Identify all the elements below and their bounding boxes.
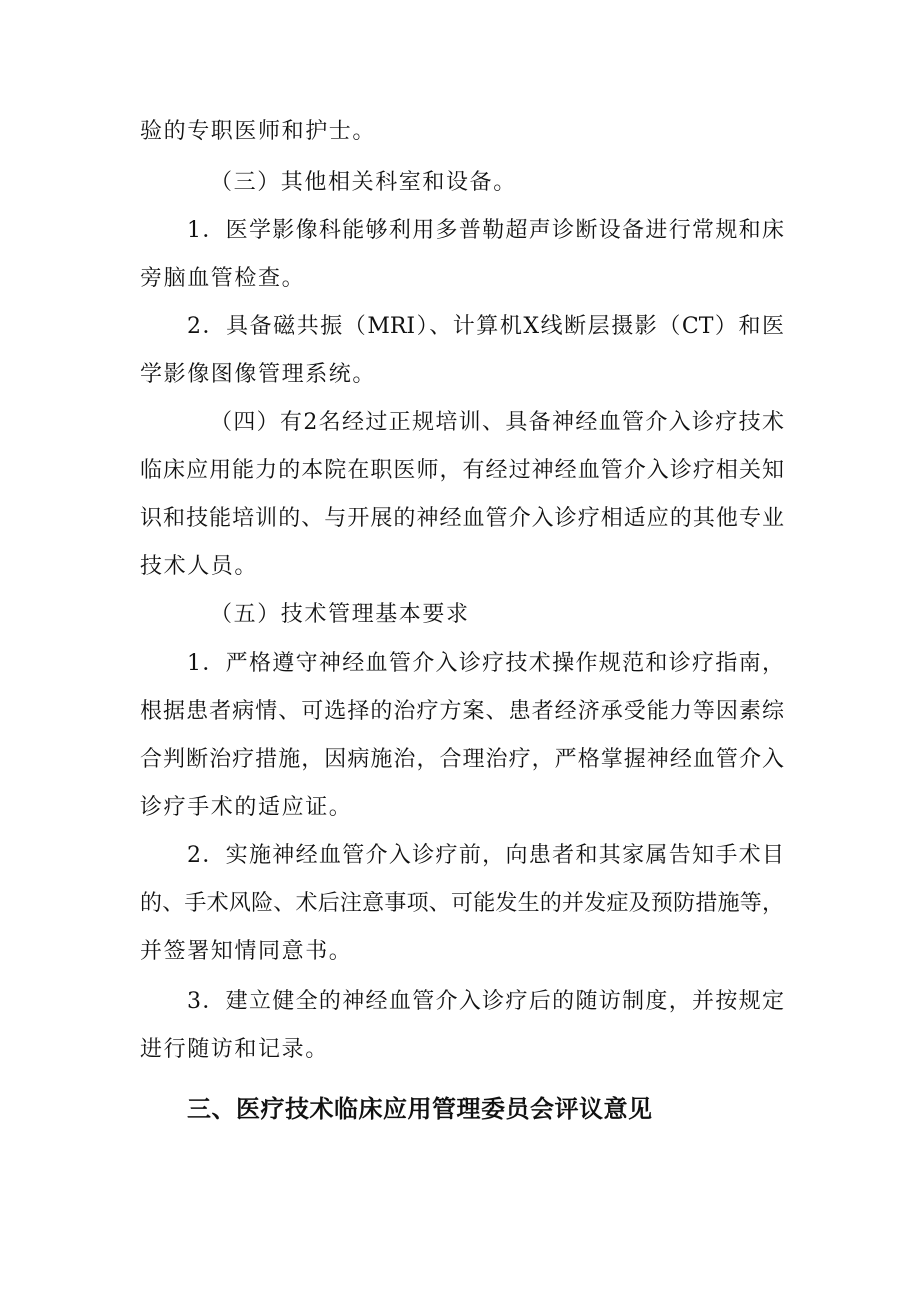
subsection-heading: （三）其他相关科室和设备。 [210, 170, 517, 195]
text-line: 1．医学影像科能够利用多普勒超声诊断设备进行常规和床 [187, 218, 784, 243]
text-line: 的、手术风险、术后注意事项、可能发生的并发症及预防措施等， [140, 891, 784, 916]
text-line: 合判断治疗措施，因病施治，合理治疗，严格掌握神经血管介入 [140, 747, 784, 772]
text-line: 识和技能培训的、与开展的神经血管介入诊疗相适应的其他专业 [140, 506, 784, 531]
subsection-heading: （五）技术管理基本要求 [210, 602, 470, 627]
text-line: 并签署知情同意书。 [140, 939, 353, 964]
subsection-heading: （四）有2名经过正规培训、具备神经血管介入诊疗技术 [210, 410, 784, 435]
text-line: 临床应用能力的本院在职医师，有经过神经血管介入诊疗相关知 [140, 458, 784, 483]
text-line: 2．实施神经血管介入诊疗前，向患者和其家属告知手术目 [187, 843, 784, 868]
text-line: 学影像图像管理系统。 [140, 362, 377, 387]
text-line: 根据患者病情、可选择的治疗方案、患者经济承受能力等因素综 [140, 699, 784, 724]
text-line: 诊疗手术的适应证。 [140, 795, 353, 820]
text-line: 3．建立健全的神经血管介入诊疗后的随访制度，并按规定 [187, 989, 784, 1014]
section-heading: 三、医疗技术临床应用管理委员会评议意见 [187, 1095, 653, 1123]
text-line: 验的专职医师和护士。 [140, 119, 377, 144]
text-line: 1．严格遵守神经血管介入诊疗技术操作规范和诊疗指南， [187, 651, 784, 676]
text-line: 技术人员。 [140, 554, 259, 579]
text-line: 进行随访和记录。 [140, 1037, 329, 1062]
text-line: 旁脑血管检查。 [140, 266, 306, 291]
text-line: 2．具备磁共振（MRI）、计算机X线断层摄影（CT）和医 [187, 314, 784, 339]
